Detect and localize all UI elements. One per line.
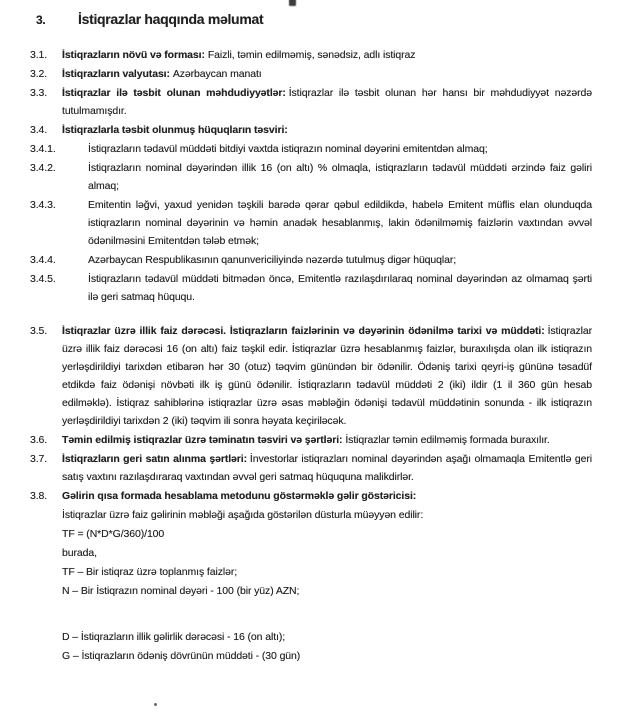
section-label: Gəlirin qısa formada hesablama metodunu göstərməklə gəlir göstəricisi: bbox=[62, 490, 417, 502]
section-label: Təmin edilmiş istiqrazlar üzrə təminatın təsviri və şərtləri: bbox=[62, 434, 343, 446]
paragraph-spacer bbox=[0, 307, 620, 322]
section-number: 3.4.5. bbox=[30, 273, 56, 285]
section-text bbox=[62, 65, 592, 83]
formula-expression: TF = (N*D*G/360)/100 bbox=[62, 528, 165, 540]
section-heading-number: 3. bbox=[36, 13, 46, 27]
section-3-4 bbox=[0, 121, 620, 139]
section-heading-title: İstiqrazlar haqqında məlumat bbox=[78, 11, 264, 27]
formula-intro: İstiqrazlar üzrə faiz gəlirinin məbləği aşağıda göstərilən düsturla müəyyən edilir: bbox=[62, 509, 424, 521]
section-text bbox=[88, 159, 592, 195]
section-number: 3.1. bbox=[30, 49, 48, 61]
section-value: İstiqrazlar təmin edilməmiş formada buraxılır. bbox=[345, 434, 550, 446]
section-value: Azərbaycan manatı bbox=[172, 68, 262, 80]
scan-artifact-top bbox=[289, 0, 296, 6]
section-value: Azərbaycan Respublikasının qanunvericiliyində nəzərdə tutulmuş digər hüquqlar; bbox=[88, 254, 457, 266]
section-3-6 bbox=[0, 431, 620, 449]
formula-definition-n: N – Bir İstiqrazın nominal dəyəri - 100 (bir yüz) AZN; bbox=[62, 585, 300, 597]
section-text bbox=[62, 431, 592, 449]
section-label: İstiqrazların geri satın alınma şərtləri: bbox=[62, 453, 247, 465]
section-value: İstiqrazların tədavül müddəti bitdiyi vaxtda istiqrazın nominal dəyərini emitentdən almaq; bbox=[88, 143, 488, 155]
section-value: İstiqrazlar ilə təsbit olunan hər hansı bir məhdudiyyət nəzərdə tutulmamışdır. bbox=[62, 87, 592, 117]
section-number: 3.4.2. bbox=[30, 162, 56, 174]
section-value: Emitentin ləğvi, yaxud yenidən təşkili barədə qərar qəbul edildikdə, habelə Emitent müflis elan olunduqda istiqrazların nominal dəyərinin və həmin anadək hesablanmış, lakin ödənilməmiş faizlərin vaxtından əvvəl ödənilməsini Emitentdən tələb etmək; bbox=[88, 199, 592, 247]
section-label: İstiqrazlarla təsbit olunmuş hüquqların təsviri: bbox=[62, 124, 288, 136]
section-text bbox=[62, 450, 592, 486]
scan-artifact-bottom bbox=[154, 703, 157, 706]
section-value: İstiqrazların nominal dəyərindən illik 16 (on altı) % olmaqla, istiqrazların tədavül müddəti ərzində faiz gəliri almaq; bbox=[88, 162, 592, 192]
section-number: 3.2. bbox=[30, 68, 48, 80]
section-text bbox=[88, 196, 592, 250]
section-value: İstiqrazlar üzrə illik faiz dərəcəsi 16 (on altı) faiz təşkil edir. İstiqrazlar üzrə hesablanmış faizlər, buraxılışda olan ilk istiqrazın yerləşdirildiyi tarixdən etibarən hər 30 (otuz) təqvim günündən bir ödənilir. Ödəniş tarixi qeyri-iş gününə təsadüf etdikdə faiz ödənişi növbəti ilk iş günü ödənilir. İstiqrazların tədavül müddəti 2 (iki) ildir (1 il 360 gün hesab edilməklə). İstiqraz sahiblərinə istiqrazlar üzrə əsas məbləğin ödənişi tədavül müddətinin sonunda - ilk istiqrazın yerləşdirildiyi tarixdən 2 (iki) təqvim ili sonra həyata keçiriləcək. bbox=[62, 325, 592, 427]
section-3-4-1 bbox=[0, 140, 620, 158]
section-text bbox=[62, 84, 592, 120]
section-text bbox=[62, 487, 592, 505]
section-3-4-4 bbox=[0, 251, 620, 269]
section-number: 3.4.3. bbox=[30, 199, 56, 211]
section-label: İstiqrazların növü və forması: bbox=[62, 49, 205, 61]
section-3-3 bbox=[0, 84, 620, 120]
formula-definition-d: D – İstiqrazların illik gəlirlik dərəcəsi - 16 (on altı); bbox=[62, 631, 286, 643]
formula-where-label: burada, bbox=[62, 547, 97, 559]
section-number: 3.5. bbox=[30, 325, 48, 337]
section-number: 3.7. bbox=[30, 453, 48, 465]
section-number: 3.4. bbox=[30, 124, 48, 136]
section-number: 3.3. bbox=[30, 87, 48, 99]
section-3-1 bbox=[0, 46, 620, 64]
section-text bbox=[62, 46, 592, 64]
section-number: 3.6. bbox=[30, 434, 48, 446]
section-value: Faizli, təmin edilməmiş, sənədsiz, adlı istiqraz bbox=[207, 49, 416, 61]
paragraph-spacer bbox=[0, 601, 620, 628]
section-label: İstiqrazlar üzrə illik faiz dərəcəsi. İstiqrazların faizlərinin və dəyərinin ödənilmə tarixi və müddəti: bbox=[62, 325, 545, 337]
section-number: 3.4.4. bbox=[30, 254, 56, 266]
section-value: İstiqrazların tədavül müddəti bitmədən öncə, Emitentlə razılaşdırılaraq nominal dəyərindən az olmamaq şərti ilə geri satmaq hüququ. bbox=[88, 273, 592, 303]
section-number: 3.4.1. bbox=[30, 143, 56, 155]
section-3-5 bbox=[0, 322, 620, 430]
section-heading bbox=[0, 8, 620, 30]
section-3-8 bbox=[0, 487, 620, 505]
section-text bbox=[62, 322, 592, 430]
section-text bbox=[62, 121, 592, 139]
section-3-4-2 bbox=[0, 159, 620, 195]
section-text bbox=[88, 251, 592, 269]
formula-definition-tf: TF – Bir istiqraz üzrə toplanmış faizlər; bbox=[62, 566, 238, 578]
section-text bbox=[88, 270, 592, 306]
section-3-2 bbox=[0, 65, 620, 83]
section-3-4-5 bbox=[0, 270, 620, 306]
section-3-4-3 bbox=[0, 196, 620, 250]
formula-definition-g: G – İstiqrazların ödəniş dövrünün müddəti - (30 gün) bbox=[62, 650, 301, 662]
section-number: 3.8. bbox=[30, 490, 48, 502]
section-label: İstiqrazların valyutası: bbox=[62, 68, 170, 80]
section-3-7 bbox=[0, 450, 620, 486]
section-label: İstiqrazlar ilə təsbit olunan məhdudiyyətlər: bbox=[62, 87, 286, 99]
section-text bbox=[88, 140, 592, 158]
section-value: İnvestorlar istiqrazları nominal dəyərindən aşağı olmamaqla Emitentlə geri satış vaxtını razılaşdıraraq vaxtından əvvəl geri satmaq hüququna malikdirlər. bbox=[62, 453, 592, 483]
